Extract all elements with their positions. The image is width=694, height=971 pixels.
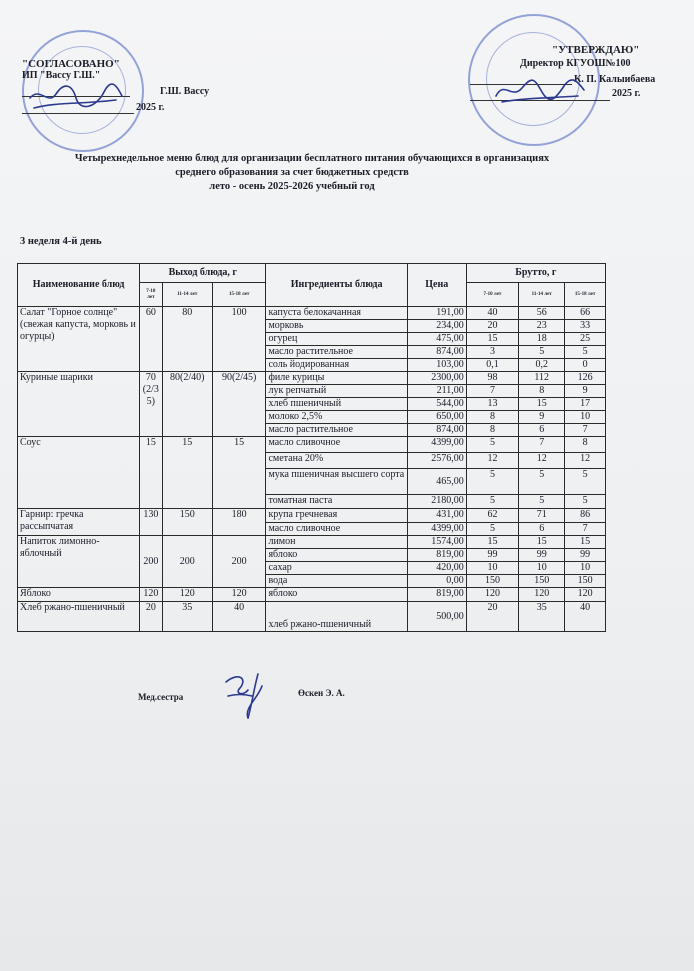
gross-15-18: 10: [565, 562, 606, 575]
right-approval-label: "УТВЕРЖДАЮ": [552, 44, 640, 56]
gross-15-18: 7: [565, 424, 606, 437]
price: 431,00: [407, 509, 466, 523]
gross-15-18: 9: [565, 385, 606, 398]
price: 191,00: [407, 307, 466, 320]
output-11-14: 35: [162, 602, 212, 632]
output-15-18: 200: [212, 536, 266, 588]
header-gross-age-7-10: 7-10 лет: [466, 283, 518, 307]
ingredient: масло сливочное: [266, 437, 407, 453]
gross-15-18: 5: [565, 469, 606, 495]
gross-11-14: 10: [519, 562, 565, 575]
gross-11-14: 12: [519, 453, 565, 469]
gross-7-10: 15: [466, 536, 518, 549]
gross-15-18: 10: [565, 411, 606, 424]
gross-7-10: 40: [466, 307, 518, 320]
gross-11-14: 15: [519, 536, 565, 549]
dish-name: Хлеб ржано-пшеничный: [18, 602, 140, 632]
header-gross-age-11-14: 11-14 лет: [519, 283, 565, 307]
gross-11-14: 112: [519, 372, 565, 385]
gross-15-18: 150: [565, 575, 606, 588]
gross-15-18: 12: [565, 453, 606, 469]
gross-7-10: 7: [466, 385, 518, 398]
gross-15-18: 99: [565, 549, 606, 562]
gross-7-10: 13: [466, 398, 518, 411]
header-output-age-15-18: 15-18 лет: [212, 283, 266, 307]
price: 544,00: [407, 398, 466, 411]
ingredient: капуста белокачанная: [266, 307, 407, 320]
title-line-3: лето - осень 2025-2026 учебный год: [209, 181, 375, 192]
output-15-18: 180: [212, 509, 266, 536]
header-gross: Брутто, г: [466, 264, 605, 283]
title-line-1: Четырехнедельное меню блюд для организации бесплатного питания обучающихся в организациях: [74, 153, 550, 164]
gross-7-10: 10: [466, 562, 518, 575]
output-15-18: 90(2/45): [212, 372, 266, 437]
title-line-2: среднего образования за счет бюджетных средств: [175, 167, 409, 178]
gross-11-14: 5: [519, 469, 565, 495]
dish-name: Гарнир: гречка рассыпчатая: [18, 509, 140, 536]
ingredient: томатная паста: [266, 495, 407, 509]
gross-11-14: 5: [519, 346, 565, 359]
gross-7-10: 98: [466, 372, 518, 385]
gross-15-18: 0: [565, 359, 606, 372]
price: 650,00: [407, 411, 466, 424]
gross-7-10: 8: [466, 424, 518, 437]
dish-name: Салат "Горное солнце" (свежая капуста, морковь и огурцы): [18, 307, 140, 372]
left-approval-signer: Г.Ш. Вассу: [160, 86, 210, 97]
gross-7-10: 12: [466, 453, 518, 469]
price: 420,00: [407, 562, 466, 575]
ingredient: масло растительное: [266, 346, 407, 359]
dish-name: Куриные шарики: [18, 372, 140, 437]
gross-15-18: 5: [565, 495, 606, 509]
output-11-14: 15: [162, 437, 212, 509]
output-7-10: 15: [140, 437, 162, 509]
nurse-name: Өскен Э. А.: [298, 688, 345, 698]
price: 1574,00: [407, 536, 466, 549]
gross-11-14: 120: [519, 588, 565, 602]
gross-15-18: 66: [565, 307, 606, 320]
price: 234,00: [407, 320, 466, 333]
gross-11-14: 23: [519, 320, 565, 333]
price: 465,00: [407, 469, 466, 495]
table-row: [18, 536, 606, 549]
output-7-10: 130: [140, 509, 162, 536]
ingredient: яблоко: [266, 549, 407, 562]
nurse-signature: [218, 668, 274, 722]
price: 819,00: [407, 549, 466, 562]
gross-11-14: 9: [519, 411, 565, 424]
header-output-age-11-14: 11-14 лет: [162, 283, 212, 307]
price: 2300,00: [407, 372, 466, 385]
header-gross-age-15-18: 15-18 лет: [565, 283, 606, 307]
gross-7-10: 20: [466, 602, 518, 632]
gross-7-10: 120: [466, 588, 518, 602]
right-signature: [490, 70, 590, 110]
ingredient: соль йодированная: [266, 359, 407, 372]
gross-7-10: 99: [466, 549, 518, 562]
gross-15-18: 33: [565, 320, 606, 333]
output-7-10: 200: [140, 536, 162, 588]
gross-15-18: 120: [565, 588, 606, 602]
output-15-18: 120: [212, 588, 266, 602]
menu-table: [17, 263, 606, 632]
output-7-10: 70(2/35): [140, 372, 162, 437]
gross-7-10: 15: [466, 333, 518, 346]
ingredient: лук репчатый: [266, 385, 407, 398]
price: 4399,00: [407, 437, 466, 453]
output-11-14: 200: [162, 536, 212, 588]
gross-11-14: 6: [519, 424, 565, 437]
gross-15-18: 17: [565, 398, 606, 411]
table-row: [18, 437, 606, 453]
price: 819,00: [407, 588, 466, 602]
document-title: [0, 152, 694, 194]
ingredient: яблоко: [266, 588, 407, 602]
table-row: [18, 372, 606, 385]
header-output-age-7-10: 7-10 лет: [140, 283, 162, 307]
gross-11-14: 6: [519, 523, 565, 536]
gross-7-10: 3: [466, 346, 518, 359]
dish-name: Напиток лимонно-яблочный: [18, 536, 140, 588]
output-11-14: 120: [162, 588, 212, 602]
table-row: [18, 588, 606, 602]
output-15-18: 40: [212, 602, 266, 632]
left-approval-company: ИП "Вассу Г.Ш.": [22, 70, 101, 81]
output-15-18: 15: [212, 437, 266, 509]
gross-15-18: 5: [565, 346, 606, 359]
gross-7-10: 0,1: [466, 359, 518, 372]
gross-15-18: 25: [565, 333, 606, 346]
output-11-14: 80: [162, 307, 212, 372]
left-signature: [26, 78, 126, 118]
price: 2180,00: [407, 495, 466, 509]
header-dish-name: Наименование блюд: [18, 264, 140, 307]
table-row: [18, 602, 606, 632]
dish-name: Яблоко: [18, 588, 140, 602]
gross-11-14: 35: [519, 602, 565, 632]
ingredient: филе курицы: [266, 372, 407, 385]
gross-7-10: 5: [466, 523, 518, 536]
gross-11-14: 5: [519, 495, 565, 509]
table-row: [18, 509, 606, 523]
price: 4399,00: [407, 523, 466, 536]
ingredient: масло сливочное: [266, 523, 407, 536]
gross-15-18: 126: [565, 372, 606, 385]
gross-11-14: 71: [519, 509, 565, 523]
gross-11-14: 18: [519, 333, 565, 346]
gross-11-14: 0,2: [519, 359, 565, 372]
ingredient: молоко 2,5%: [266, 411, 407, 424]
ingredient: огурец: [266, 333, 407, 346]
nurse-label: Мед.сестра: [138, 692, 184, 702]
ingredient: сахар: [266, 562, 407, 575]
gross-15-18: 8: [565, 437, 606, 453]
gross-11-14: 7: [519, 437, 565, 453]
gross-7-10: 62: [466, 509, 518, 523]
gross-11-14: 56: [519, 307, 565, 320]
price: 103,00: [407, 359, 466, 372]
ingredient: мука пшеничная высшего сорта: [266, 469, 407, 495]
price: 0,00: [407, 575, 466, 588]
gross-11-14: 8: [519, 385, 565, 398]
right-approval-year: 2025 г.: [612, 88, 641, 99]
output-7-10: 20: [140, 602, 162, 632]
gross-7-10: 5: [466, 437, 518, 453]
header-price: Цена: [407, 264, 466, 307]
gross-11-14: 150: [519, 575, 565, 588]
dish-name: Соус: [18, 437, 140, 509]
ingredient: лимон: [266, 536, 407, 549]
gross-15-18: 86: [565, 509, 606, 523]
left-approval-label: "СОГЛАСОВАНО": [22, 58, 120, 70]
price: 874,00: [407, 346, 466, 359]
header-ingredients: Ингредиенты блюда: [266, 264, 407, 307]
price: 2576,00: [407, 453, 466, 469]
gross-7-10: 5: [466, 495, 518, 509]
gross-11-14: 99: [519, 549, 565, 562]
ingredient: сметана 20%: [266, 453, 407, 469]
ingredient: хлеб ржано-пшеничный: [266, 602, 407, 632]
right-approval-position: Директор КГУОШ№100: [520, 58, 631, 69]
ingredient: масло растительное: [266, 424, 407, 437]
ingredient: морковь: [266, 320, 407, 333]
ingredient: крупа гречневая: [266, 509, 407, 523]
gross-7-10: 150: [466, 575, 518, 588]
output-11-14: 80(2/40): [162, 372, 212, 437]
ingredient: хлеб пшеничный: [266, 398, 407, 411]
week-day-label: 3 неделя 4-й день: [20, 236, 102, 247]
table-row: [18, 307, 606, 320]
left-approval-year: 2025 г.: [136, 102, 165, 113]
output-15-18: 100: [212, 307, 266, 372]
gross-7-10: 20: [466, 320, 518, 333]
ingredient: вода: [266, 575, 407, 588]
gross-15-18: 40: [565, 602, 606, 632]
gross-11-14: 15: [519, 398, 565, 411]
output-7-10: 120: [140, 588, 162, 602]
gross-15-18: 7: [565, 523, 606, 536]
output-7-10: 60: [140, 307, 162, 372]
price: 211,00: [407, 385, 466, 398]
output-11-14: 150: [162, 509, 212, 536]
price: 475,00: [407, 333, 466, 346]
gross-7-10: 5: [466, 469, 518, 495]
price: 874,00: [407, 424, 466, 437]
price: 500,00: [407, 602, 466, 632]
gross-7-10: 8: [466, 411, 518, 424]
right-approval-signer: К. П. Калыибаева: [574, 74, 656, 85]
header-output: Выход блюда, г: [140, 264, 266, 283]
gross-15-18: 15: [565, 536, 606, 549]
